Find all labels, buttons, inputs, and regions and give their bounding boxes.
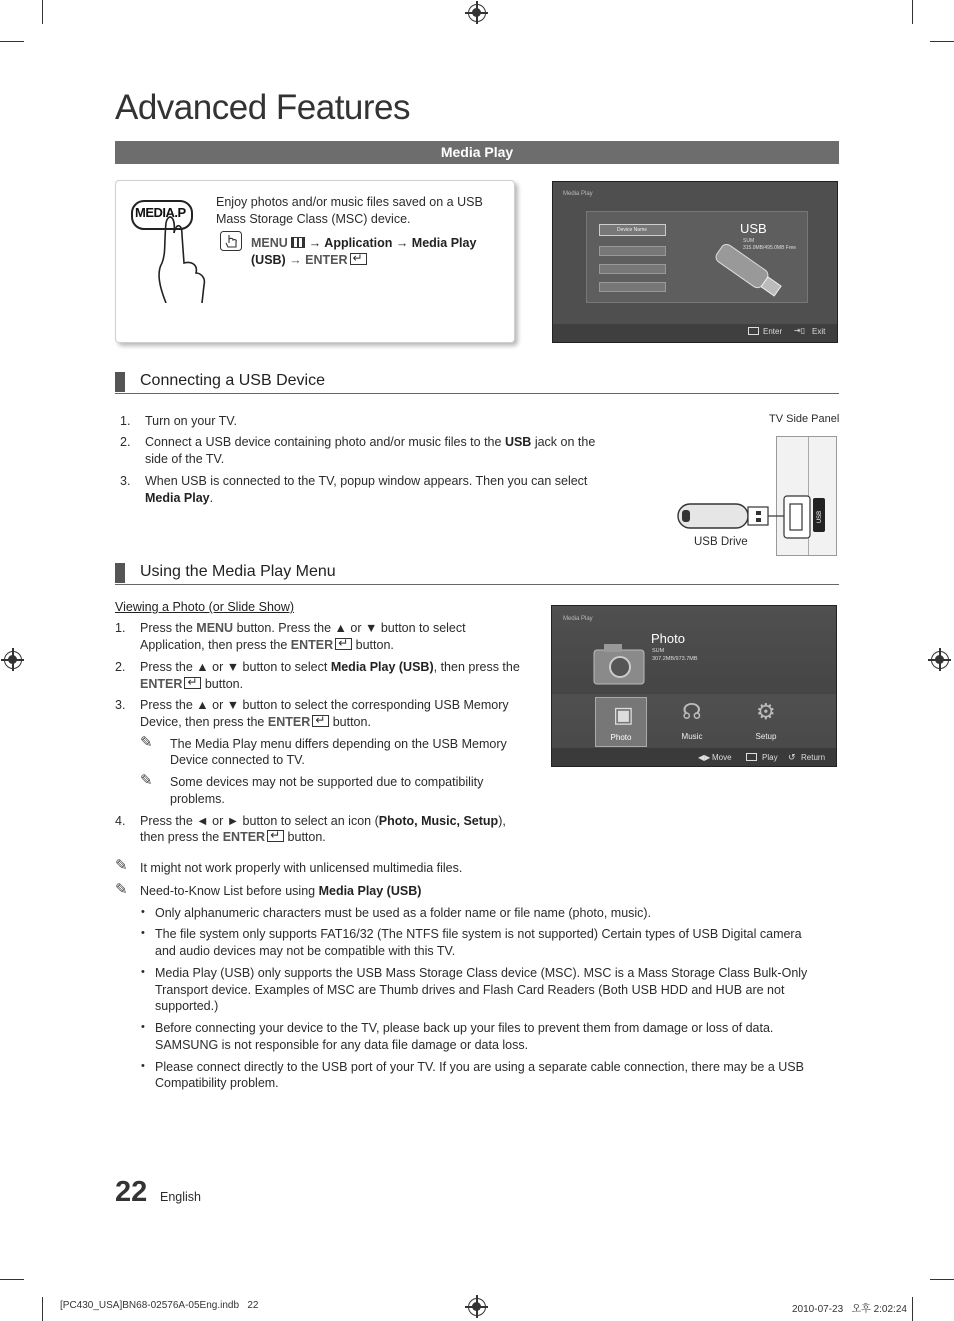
step-number: 3. bbox=[115, 698, 126, 712]
bullet-icon: • bbox=[141, 1021, 145, 1033]
step-text: Connect a USB device containing photo and/or music files to the bbox=[145, 435, 505, 449]
step-text: ), bbox=[498, 814, 506, 828]
crop-mark bbox=[42, 1297, 43, 1321]
step-text: Application, then press the bbox=[140, 638, 291, 652]
crop-mark bbox=[912, 0, 913, 24]
usb-drive-illustration bbox=[676, 492, 832, 542]
note-pencil-icon: ✎ bbox=[140, 734, 153, 751]
section-heading-connecting bbox=[115, 370, 839, 394]
note-pencil-icon: ✎ bbox=[140, 772, 153, 789]
media-play-usb-screenshot bbox=[552, 181, 838, 343]
crop-mark bbox=[930, 1279, 954, 1280]
intro-box bbox=[115, 180, 515, 343]
registration-mark-icon bbox=[468, 4, 486, 22]
enter-icon bbox=[312, 715, 329, 727]
enter-keyword: ENTER bbox=[290, 638, 334, 652]
photo-menu-label: Photo bbox=[610, 733, 632, 742]
step-text: , then press the bbox=[433, 660, 520, 674]
page-title: Advanced Features bbox=[115, 88, 411, 127]
step-text: Press the bbox=[140, 621, 197, 635]
crop-mark bbox=[930, 41, 954, 42]
menu-keyword: MENU bbox=[196, 621, 234, 635]
section-heading-using-menu bbox=[115, 561, 839, 585]
crop-mark bbox=[42, 0, 43, 24]
print-file-slug: [PC430_USA]BN68-02576A-05Eng.indb 22 bbox=[60, 1300, 259, 1311]
usb-free-space: 315.0MB/495.0MB Free bbox=[743, 245, 797, 251]
step-text: button. Press the ▲ or ▼ button to select bbox=[233, 621, 466, 635]
step-text: Press the ◄ or ► button to select an icon ( bbox=[140, 814, 379, 828]
usb-stick-icon bbox=[697, 242, 797, 302]
enter-icon bbox=[335, 638, 352, 650]
usb-sum: SUM bbox=[743, 238, 755, 244]
note-text: Need-to-Know List before using bbox=[140, 884, 319, 898]
step-number: 3. bbox=[120, 474, 131, 488]
device-list-item[interactable] bbox=[599, 282, 666, 292]
device-list-item[interactable] bbox=[599, 246, 666, 256]
bullet-text: supported.) bbox=[155, 999, 219, 1013]
note-text: problems. bbox=[170, 792, 225, 806]
camera-icon bbox=[590, 630, 650, 690]
note-pencil-icon: ✎ bbox=[115, 857, 128, 874]
step-text: . bbox=[209, 491, 214, 505]
device-list-item[interactable] bbox=[599, 264, 666, 274]
step-number: 1. bbox=[115, 621, 126, 635]
note-text: The Media Play menu differs depending on the USB Memory bbox=[170, 737, 507, 751]
registration-mark-icon bbox=[4, 651, 22, 669]
crop-mark bbox=[912, 1297, 913, 1321]
step-text: side of the TV. bbox=[145, 452, 225, 466]
usb-panel bbox=[586, 211, 808, 303]
bullet-text: Before connecting your device to the TV, please back up your files to prevent them from damage or loss of data. bbox=[155, 1021, 774, 1035]
menu-icon bbox=[291, 237, 305, 248]
bullet-text: SAMSUNG is not responsible for any data file damage or data loss. bbox=[155, 1038, 529, 1052]
bullet-icon: • bbox=[141, 906, 145, 918]
headphones-icon: ☊ bbox=[682, 699, 702, 724]
photo-title: Photo bbox=[651, 631, 685, 646]
step-text: Turn on your TV. bbox=[145, 414, 237, 428]
step-text: jack on the bbox=[531, 435, 596, 449]
usb-keyword: USB bbox=[504, 435, 532, 449]
crop-mark bbox=[0, 1279, 24, 1280]
exit-icon: ⇥▯ bbox=[794, 326, 806, 335]
step-text: Press the ▲ or ▼ button to select bbox=[140, 660, 331, 674]
gear-icon: ⚙ bbox=[756, 699, 776, 724]
media-p-button-label: MEDIA.P bbox=[135, 205, 186, 220]
registration-mark-icon bbox=[931, 651, 949, 669]
remote-hand-icon bbox=[220, 231, 242, 251]
bullet-text: and audio devices may not be compatible with this TV. bbox=[155, 944, 456, 958]
icon-names-keyword: Photo, Music, Setup bbox=[378, 814, 499, 828]
language-label: English bbox=[160, 1190, 201, 1204]
music-menu-label: Music bbox=[681, 732, 703, 741]
step-number: 4. bbox=[115, 814, 126, 828]
note-text: It might not work properly with unlicensed multimedia files. bbox=[140, 861, 463, 875]
menu-path-usb: (USB) bbox=[251, 253, 286, 267]
menu-path-enter: → ENTER bbox=[289, 253, 348, 267]
media-play-keyword: Media Play bbox=[145, 491, 210, 505]
bullet-icon: • bbox=[141, 966, 145, 978]
step-text: then press the bbox=[140, 830, 223, 844]
section-bar-media-play: Media Play bbox=[115, 141, 839, 164]
media-play-photo-screenshot bbox=[551, 605, 837, 767]
enter-keyword: ENTER bbox=[140, 677, 183, 691]
step-text: Device, then press the bbox=[140, 715, 268, 729]
bullet-icon: • bbox=[141, 927, 145, 939]
enter-icon bbox=[184, 677, 201, 689]
step-text: button. bbox=[201, 677, 244, 691]
step-text: When USB is connected to the TV, popup window appears. Then you can select bbox=[145, 474, 588, 488]
section-heading-text: Connecting a USB Device bbox=[140, 372, 325, 389]
enter-icon bbox=[746, 753, 757, 761]
move-arrows-icon: ◀▶ bbox=[698, 753, 711, 762]
bullet-text: Only alphanumeric characters must be used as a folder name or file name (photo, music). bbox=[155, 906, 652, 920]
enter-icon bbox=[267, 830, 284, 842]
bullet-text: The file system only supports FAT16/32 (The NTFS file system is not supported) Certain types of USB Digital camera bbox=[155, 927, 802, 941]
step-number: 2. bbox=[115, 660, 126, 674]
enter-keyword: ENTER bbox=[222, 830, 266, 844]
intro-text: Enjoy photos and/or music files saved on a USB bbox=[216, 195, 483, 209]
section-heading-text: Using the Media Play Menu bbox=[140, 563, 336, 580]
usb-port-label: USB bbox=[817, 510, 824, 524]
photo-menu-tile[interactable] bbox=[595, 697, 647, 747]
screen-app-label: Media Play bbox=[563, 616, 593, 622]
bullet-text: Compatibility problem. bbox=[155, 1076, 279, 1090]
bullet-text: Transport device. Examples of MSC are Thumb drives and Flash Card Readers (Both USB HDD and HUB are not bbox=[155, 983, 785, 997]
note-text: Some devices may not be supported due to compatibility bbox=[170, 775, 484, 789]
menu-path-menu: MENU bbox=[251, 236, 288, 250]
media-play-usb-keyword: Media Play (USB) bbox=[330, 660, 434, 674]
enter-hint: Enter bbox=[763, 327, 783, 336]
photo-sum: SUM bbox=[652, 648, 665, 654]
enter-icon bbox=[350, 253, 367, 265]
crop-mark bbox=[0, 41, 24, 42]
step-number: 1. bbox=[120, 414, 131, 428]
intro-text: Mass Storage Class (MSC) device. bbox=[216, 212, 411, 226]
screen-app-label: Media Play bbox=[563, 191, 593, 197]
tv-side-panel-label: TV Side Panel bbox=[769, 413, 840, 425]
registration-mark-icon bbox=[468, 1298, 486, 1316]
bullet-icon: • bbox=[141, 1060, 145, 1072]
usb-drive-label: USB Drive bbox=[694, 536, 748, 548]
step-text: button. bbox=[329, 715, 371, 729]
enter-keyword: ENTER bbox=[267, 715, 311, 729]
setup-menu-label: Setup bbox=[755, 732, 777, 741]
media-play-usb-keyword: Media Play (USB) bbox=[318, 884, 422, 898]
usb-title: USB bbox=[740, 221, 767, 236]
exit-hint: Exit bbox=[812, 327, 826, 336]
play-hint: Play bbox=[762, 753, 778, 762]
enter-icon bbox=[748, 327, 759, 335]
step-text: Press the ▲ or ▼ button to select the corresponding USB Memory bbox=[140, 698, 509, 712]
setup-menu-tile[interactable] bbox=[740, 697, 792, 747]
note-pencil-icon: ✎ bbox=[115, 881, 128, 898]
photo-icon: ▣ bbox=[613, 702, 634, 727]
sub-heading: Viewing a Photo (or Slide Show) bbox=[115, 600, 295, 614]
return-hint: Return bbox=[801, 753, 826, 762]
note-text: Device connected to TV. bbox=[170, 753, 305, 767]
step-text: button. bbox=[352, 638, 394, 652]
bullet-text: Media Play (USB) only supports the USB Mass Storage Class device (MSC). MSC is a Mass Storage Class Bulk-Only bbox=[155, 966, 808, 980]
photo-space: 307.2MB/973.7MB bbox=[652, 656, 698, 662]
step-number: 2. bbox=[120, 435, 131, 449]
page-number: 22 bbox=[115, 1176, 148, 1208]
bullet-text: Please connect directly to the USB port of your TV. If you are using a separate cable connection, there may be a USB bbox=[155, 1060, 804, 1074]
move-hint: Move bbox=[712, 753, 732, 762]
music-menu-tile[interactable] bbox=[666, 697, 718, 747]
step-text: button. bbox=[284, 830, 326, 844]
print-date-slug: 2010-07-23 오후 2:02:24 bbox=[792, 1304, 907, 1315]
device-name-item[interactable]: Device Name bbox=[599, 224, 666, 236]
return-icon: ↺ bbox=[788, 752, 796, 762]
menu-path-application: → Application → Media Play bbox=[308, 236, 477, 250]
